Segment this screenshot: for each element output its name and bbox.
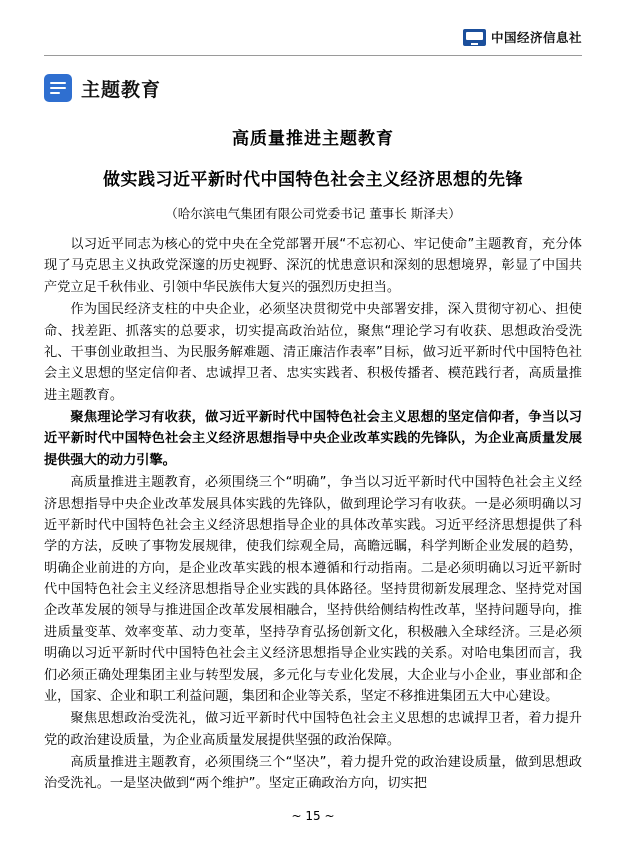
brand-logo [463,28,582,46]
byline: （哈尔滨电气集团有限公司党委书记 董事长 斯泽夫） [165,206,461,221]
section-badge-label: 主题教育 [81,78,162,101]
paragraph: 高质量推进主题教育，必须围绕三个“坚决”，着力提升党的政治建设质量，做到思想政治受洗礼。一是坚决做到“两个维护”。坚定正确政治方向，切实把 [44,755,582,792]
section-badge [44,74,582,102]
page-number: ~ 15 ~ [291,809,335,823]
page-title: 高质量推进主题教育 [232,129,394,149]
paragraph: 以习近平同志为核心的党中央在全党部署开展“不忘初心、牢记使命”主题教育，充分体现了马克思主义执政党深邃的历史视野、深沉的忧患意识和深刻的思想境界，彰显了中国共产党立足千秋伟业、引领中华民族伟大复兴的强烈历史担当。 [44,237,582,295]
lines-icon [44,74,72,102]
header-divider [44,55,582,56]
article-body [44,234,582,795]
paragraph: 聚焦思想政治受洗礼，做习近平新时代中国特色社会主义思想的忠诚捍卫者，着力提升党的政治建设质量，为企业高质量发展提供坚强的政治保障。 [44,711,582,748]
brand-name: 中国经济信息社 [490,30,582,45]
paragraph: 作为国民经济支柱的中央企业，必须坚决贯彻党中央部署安排，深入贯彻守初心、担使命、找差距、抓落实的总要求，切实提高政治站位，聚焦“理论学习有收获、思想政治受洗礼、干事创业敢担当、为民服务解难题、清正廉洁作表率”目标，做习近平新时代中国特色社会主义思想的坚定信仰者、忠诚捍卫者、忠实实践者、积极传播者、模范践行者，高质量推进主题教育。 [44,302,582,403]
paragraph: 高质量推进主题教育，必须围绕三个“明确”，争当以习近平新时代中国特色社会主义经济思想指导中央企业改革发展具体实践的先锋队，做到理论学习有收获。一是必须明确以习近平新时代中国特色社会主义经济思想指导企业的具体改革实践。习近平经济思想提供了科学的方法，反映了事物发展规律，使我们综观全局，高瞻远瞩，科学判断企业发展的趋势，明确企业前进的方向，是企业改革实践的根本遵循和行动指南。二是必须明确以习近平新时代中国特色社会主义经济思想指导企业实践的具体路径。坚持贯彻新发展理念、坚持党对国企改革发展的领导与推进国企改革发展相融合，坚持供给侧结构性改革，坚持问题导向，推进质量变革、效率变革、动力变革，坚持孕育弘扬创新文化，积极融入全球经济。三是必须明确以习近平新时代中国特色社会主义经济思想指导企业实践的关系。对哈电集团而言，我们必须正确处理集团主业与转型发展，多元化与专业化发展，大企业与小企业，事业部和企业，国家、企业和职工利益问题，集团和企业等关系，坚定不移推进集团五大中心建设。 [44,475,582,704]
screen-icon [463,29,486,46]
page-footer [0,809,626,823]
page-header [44,22,582,52]
page-subtitle: 做实践习近平新时代中国特色社会主义经济思想的先锋 [103,170,523,190]
paragraph-emphasis: 聚焦理论学习有收获，做习近平新时代中国特色社会主义思想的坚定信仰者，争当以习近平新时代中国特色社会主义经济思想指导中央企业改革实践的先锋队，为企业高质量发展提供强大的动力引擎。 [44,410,582,468]
